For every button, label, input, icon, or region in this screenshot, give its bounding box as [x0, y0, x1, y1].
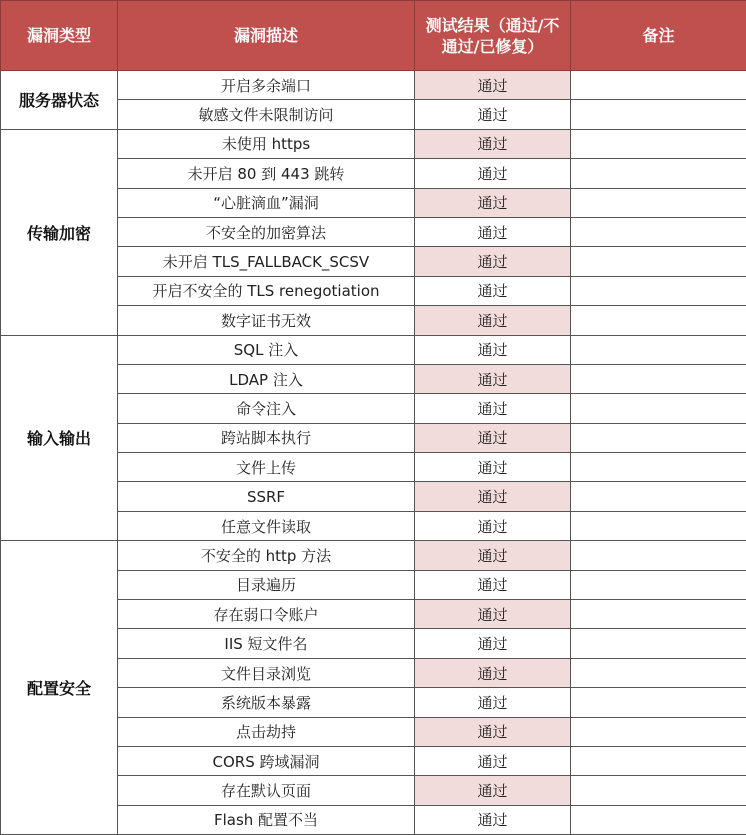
note-cell	[571, 805, 746, 834]
result-cell: 通过	[415, 276, 571, 305]
note-cell	[571, 159, 746, 188]
note-cell	[571, 600, 746, 629]
category-cell: 服务器状态	[1, 71, 118, 130]
description-cell: 开启多余端口	[118, 71, 415, 100]
note-cell	[571, 629, 746, 658]
category-cell: 传输加密	[1, 129, 118, 335]
note-cell	[571, 482, 746, 511]
note-cell	[571, 129, 746, 158]
description-cell: “心脏滴血”漏洞	[118, 188, 415, 217]
result-cell: 通过	[415, 453, 571, 482]
description-cell: 存在默认页面	[118, 776, 415, 805]
header-note: 备注	[571, 1, 746, 71]
note-cell	[571, 306, 746, 335]
note-cell	[571, 717, 746, 746]
table-row	[1, 129, 746, 158]
result-cell: 通过	[415, 71, 571, 100]
result-cell: 通过	[415, 776, 571, 805]
note-cell	[571, 776, 746, 805]
description-cell: 敏感文件未限制访问	[118, 100, 415, 129]
description-cell: 任意文件读取	[118, 511, 415, 540]
note-cell	[571, 746, 746, 775]
result-cell: 通过	[415, 541, 571, 570]
header-row	[1, 1, 746, 71]
table-row	[1, 335, 746, 364]
table-row	[1, 71, 746, 100]
description-cell: 文件目录浏览	[118, 658, 415, 687]
note-cell	[571, 217, 746, 246]
description-cell: LDAP 注入	[118, 364, 415, 393]
description-cell: 不安全的加密算法	[118, 217, 415, 246]
table-body	[1, 71, 746, 835]
description-cell: SSRF	[118, 482, 415, 511]
description-cell: 目录遍历	[118, 570, 415, 599]
result-cell: 通过	[415, 717, 571, 746]
description-cell: 存在弱口令账户	[118, 600, 415, 629]
category-cell: 输入输出	[1, 335, 118, 541]
header-desc: 漏洞描述	[118, 1, 415, 71]
result-cell: 通过	[415, 159, 571, 188]
note-cell	[571, 541, 746, 570]
result-cell: 通过	[415, 217, 571, 246]
description-cell: 系统版本暴露	[118, 688, 415, 717]
description-cell: 跨站脚本执行	[118, 423, 415, 452]
note-cell	[571, 100, 746, 129]
note-cell	[571, 394, 746, 423]
category-cell: 配置安全	[1, 541, 118, 835]
result-cell: 通过	[415, 394, 571, 423]
result-cell: 通过	[415, 511, 571, 540]
note-cell	[571, 688, 746, 717]
note-cell	[571, 247, 746, 276]
note-cell	[571, 570, 746, 599]
result-cell: 通过	[415, 805, 571, 834]
description-cell: IIS 短文件名	[118, 629, 415, 658]
result-cell: 通过	[415, 423, 571, 452]
result-cell: 通过	[415, 100, 571, 129]
result-cell: 通过	[415, 335, 571, 364]
result-cell: 通过	[415, 306, 571, 335]
note-cell	[571, 188, 746, 217]
note-cell	[571, 335, 746, 364]
description-cell: 未使用 https	[118, 129, 415, 158]
description-cell: CORS 跨域漏洞	[118, 746, 415, 775]
result-cell: 通过	[415, 482, 571, 511]
result-cell: 通过	[415, 188, 571, 217]
header-result: 测试结果（通过/不通过/已修复）	[415, 1, 571, 71]
note-cell	[571, 453, 746, 482]
result-cell: 通过	[415, 129, 571, 158]
description-cell: 不安全的 http 方法	[118, 541, 415, 570]
description-cell: 命令注入	[118, 394, 415, 423]
description-cell: 点击劫持	[118, 717, 415, 746]
description-cell: SQL 注入	[118, 335, 415, 364]
table-row	[1, 541, 746, 570]
description-cell: 数字证书无效	[118, 306, 415, 335]
note-cell	[571, 276, 746, 305]
result-cell: 通过	[415, 247, 571, 276]
result-cell: 通过	[415, 570, 571, 599]
result-cell: 通过	[415, 600, 571, 629]
result-cell: 通过	[415, 364, 571, 393]
description-cell: 文件上传	[118, 453, 415, 482]
result-cell: 通过	[415, 746, 571, 775]
note-cell	[571, 71, 746, 100]
description-cell: 未开启 TLS_FALLBACK_SCSV	[118, 247, 415, 276]
note-cell	[571, 511, 746, 540]
result-cell: 通过	[415, 629, 571, 658]
note-cell	[571, 658, 746, 687]
description-cell: 开启不安全的 TLS renegotiation	[118, 276, 415, 305]
note-cell	[571, 364, 746, 393]
header-type: 漏洞类型	[1, 1, 118, 71]
note-cell	[571, 423, 746, 452]
result-cell: 通过	[415, 658, 571, 687]
description-cell: 未开启 80 到 443 跳转	[118, 159, 415, 188]
result-cell: 通过	[415, 688, 571, 717]
description-cell: Flash 配置不当	[118, 805, 415, 834]
